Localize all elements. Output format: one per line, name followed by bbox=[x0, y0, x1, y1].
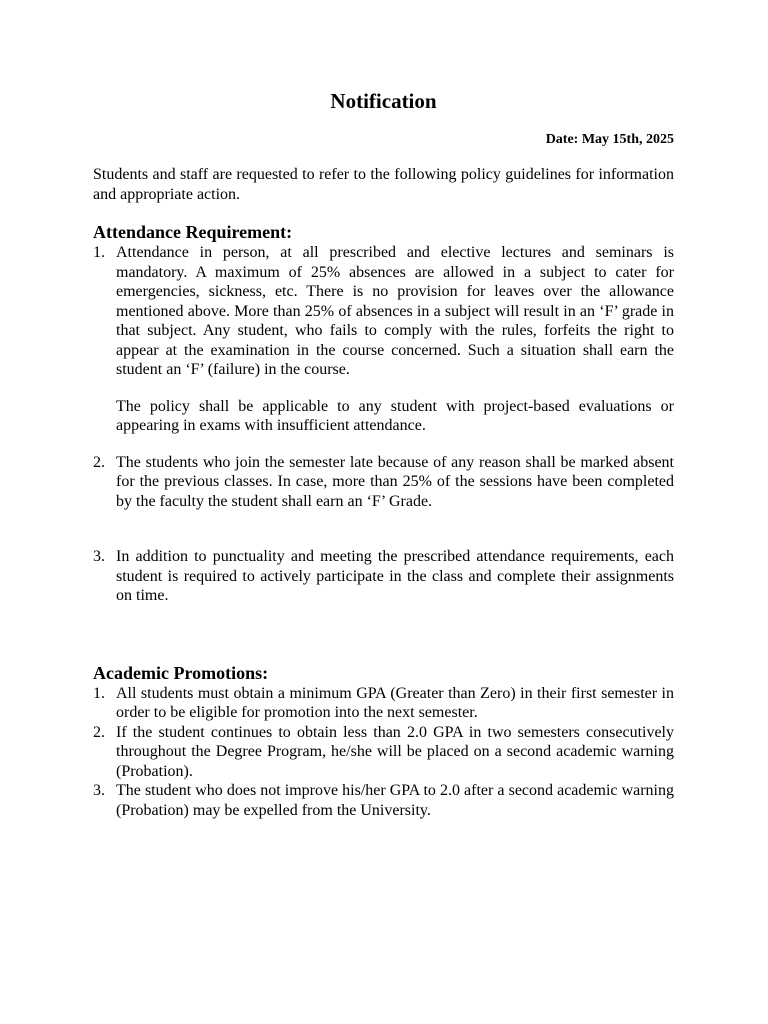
list-item bbox=[93, 547, 674, 606]
notice-date: Date: May 15th, 2025 bbox=[545, 132, 674, 147]
list-item-note: The policy shall be applicable to any student with project-based evaluations or appearing in exams with insufficient attendance. bbox=[116, 397, 674, 434]
document-page bbox=[93, 0, 674, 820]
page-title: Notification bbox=[330, 89, 437, 113]
list-item-text: In addition to punctuality and meeting the prescribed attendance requirements, each student is required to actively participate in the class and complete their assignments on time. bbox=[116, 548, 674, 604]
list-item bbox=[93, 781, 674, 820]
list-number: 1. bbox=[93, 244, 105, 261]
academic-list bbox=[93, 684, 674, 821]
list-item bbox=[93, 243, 674, 436]
list-item bbox=[93, 723, 674, 782]
list-item-text: The student who does not improve his/her GPA to 2.0 after a second academic warning (Probation) may be expelled from the University. bbox=[116, 782, 674, 819]
attendance-heading: Attendance Requirement: bbox=[93, 222, 293, 242]
list-item-text: The students who join the semester late because of any reason shall be marked absent for the previous classes. In case, more than 25% of the sessions have been completed by the faculty the student shall earn an ‘F’ Grade. bbox=[116, 453, 674, 510]
academic-heading: Academic Promotions: bbox=[93, 662, 269, 683]
list-number: 1. bbox=[93, 684, 105, 702]
list-item-text: Attendance in person, at all prescribed and elective lectures and seminars is mandatory. A maximum of 25% absences are allowed in a subject to cater for emergencies, sickness, etc. There is no provision for leaves over the allowance mentioned above. More than 25% of absences in a subject will result in an ‘F’ grade in that subject. Any student, who fails to comply with the rules, forfeits the right to appear at the examination in the course concerned. Such a situation shall earn the student an ‘F’ (failure) in the course. bbox=[116, 244, 674, 378]
list-item-text: All students must obtain a minimum GPA (Greater than Zero) in their first semester in order to be eligible for promotion into the next semester. bbox=[116, 684, 674, 721]
list-number: 3. bbox=[93, 782, 105, 799]
academic-section bbox=[93, 662, 674, 821]
list-number: 3. bbox=[93, 548, 105, 565]
list-item bbox=[93, 684, 674, 723]
attendance-list bbox=[93, 243, 674, 606]
list-item-text: If the student continues to obtain less than 2.0 GPA in two semesters consecutively throughout the Degree Program, he/she will be placed on a second academic warning (Probation). bbox=[116, 723, 674, 780]
list-number: 2. bbox=[93, 453, 105, 471]
list-item bbox=[93, 453, 674, 512]
list-number: 2. bbox=[93, 723, 105, 741]
intro-paragraph: Students and staff are requested to refer to the following policy guidelines for information and appropriate action. bbox=[93, 166, 674, 203]
